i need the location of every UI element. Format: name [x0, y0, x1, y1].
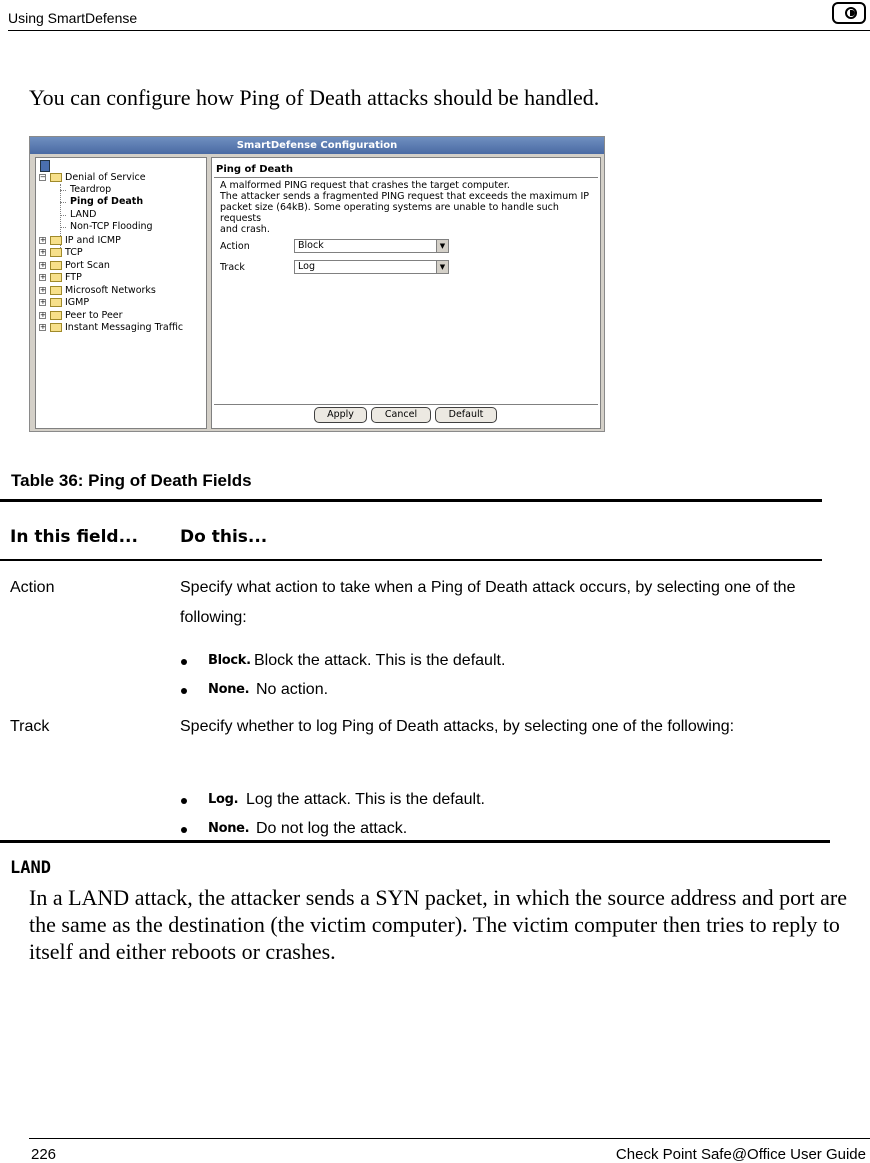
folder-icon — [50, 236, 62, 245]
expand-icon[interactable]: + — [40, 323, 46, 331]
folder-icon — [50, 261, 62, 270]
folder-icon — [50, 298, 62, 307]
footer-rule — [29, 1138, 870, 1139]
folder-icon — [50, 286, 62, 295]
cancel-button[interactable]: Cancel — [371, 407, 431, 423]
track-select[interactable]: Log ▼ — [294, 260, 449, 274]
folder-icon — [50, 323, 62, 332]
column-header-field: In this field... — [10, 527, 138, 547]
expand-icon[interactable]: + — [40, 236, 46, 244]
action-select[interactable]: Block ▼ — [294, 239, 449, 253]
expand-icon[interactable]: + — [40, 248, 46, 256]
row-field-track: Track — [10, 718, 50, 735]
running-header-title: Using SmartDefense — [8, 10, 138, 26]
dialog-title: SmartDefense Configuration — [30, 137, 604, 154]
panel-divider — [214, 177, 598, 178]
folder-open-icon — [50, 173, 62, 182]
dropdown-arrow-icon[interactable]: ▼ — [436, 261, 448, 273]
track-label: Track — [220, 262, 245, 273]
expand-icon[interactable]: + — [40, 261, 46, 269]
panel-title: Ping of Death — [216, 164, 293, 175]
panel-description: A malformed PING request that crashes the target computer. The attacker sends a fragmented PING request that exceeds the maximum IP packet size (64kB). Some operating systems are unable to handle such requests and crash. — [220, 180, 589, 235]
attack-tree: − Denial of Service Teardrop Ping of Death LAND Non-TCP Flooding + IP and ICMP + TCP + Port Scan + FTP + Microsoft Networks + IGMP + Peer to Peer + Instant Messaging Traffic — [35, 157, 207, 429]
action-label: Action — [220, 241, 250, 252]
bullet-icon — [181, 688, 187, 694]
intro-text: You can configure how Ping of Death attacks should be handled. — [29, 85, 600, 110]
expand-icon[interactable]: + — [40, 298, 46, 306]
settings-panel — [211, 157, 601, 429]
button-bar-divider — [214, 404, 598, 405]
folder-icon — [50, 273, 62, 282]
folder-icon — [50, 248, 62, 257]
folder-icon — [50, 311, 62, 320]
bullet-icon — [181, 659, 187, 665]
table-header-rule — [0, 559, 822, 561]
row-desc-action: Specify what action to take when a Ping of Death attack occurs, by selecting one of the following: — [180, 579, 796, 626]
dropdown-arrow-icon[interactable]: ▼ — [436, 240, 448, 252]
network-root-icon — [40, 160, 50, 172]
table-caption: Table 36: Ping of Death Fields — [11, 471, 252, 490]
land-paragraph: In a LAND attack, the attacker sends a SYN packet, in which the source address and port are the same as the destination (the victim computer). The victim computer then tries to reply to itself and either reboots or crashes. — [29, 885, 847, 964]
tree-connector — [60, 184, 61, 256]
table-bottom-rule — [0, 840, 830, 843]
row-field-action: Action — [10, 579, 55, 596]
header-rule — [8, 30, 870, 31]
smartdefense-dialog — [29, 136, 605, 432]
row-desc-track: Specify whether to log Ping of Death attacks, by selecting one of the following: — [180, 718, 735, 735]
circle-logo-icon — [832, 2, 866, 24]
page-number: 226 — [31, 1146, 57, 1163]
bullet-icon — [181, 827, 187, 833]
expand-icon[interactable]: + — [40, 273, 46, 281]
collapse-icon[interactable]: − — [40, 173, 46, 181]
default-button[interactable]: Default — [435, 407, 497, 423]
bullet-icon — [181, 798, 187, 804]
section-heading-land: LAND — [10, 858, 51, 878]
apply-button[interactable]: Apply — [314, 407, 367, 423]
expand-icon[interactable]: + — [40, 311, 46, 319]
expand-icon[interactable]: + — [40, 286, 46, 294]
guide-title: Check Point Safe@Office User Guide — [615, 1146, 866, 1163]
column-header-action: Do this... — [180, 527, 268, 547]
table-top-rule — [0, 499, 822, 502]
